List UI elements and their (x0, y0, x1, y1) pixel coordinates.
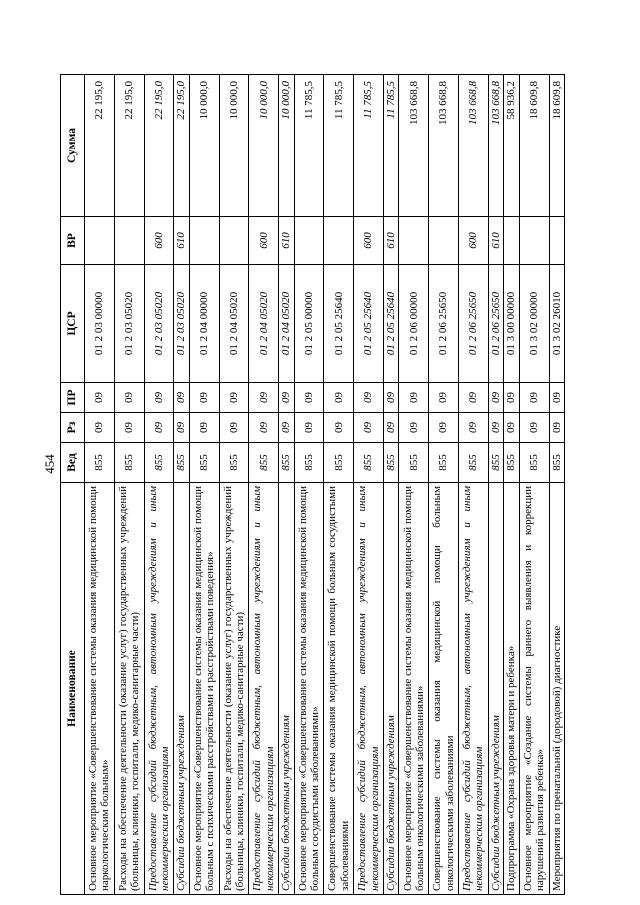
cell-ved: 855 (519, 443, 549, 483)
table-row (85, 75, 115, 895)
cell-rz: 09 (488, 413, 503, 443)
cell-pr: 09 (279, 383, 294, 413)
cell-rz: 09 (504, 413, 519, 443)
cell-rz: 09 (219, 413, 249, 443)
cell-name: Субсидии бюджетным учреждениям (383, 483, 398, 895)
cell-csr: 01 2 06 25650 (488, 265, 503, 383)
table-row (519, 75, 549, 895)
cell-pr: 09 (504, 383, 519, 413)
cell-name: Предоставление субсидий бюджетным, автономным учреждениям и иным некоммерческим организациям (144, 483, 174, 895)
table-row (249, 75, 279, 895)
table-row (399, 75, 429, 895)
header-rz: Рз (61, 413, 85, 443)
cell-ved: 855 (459, 443, 489, 483)
cell-vr (85, 217, 115, 265)
table-row (294, 75, 324, 895)
cell-name: Основное мероприятие «Совершенствование системы оказания медицинской помощи больным сосудистыми заболеваниями» (294, 483, 324, 895)
cell-ved: 855 (279, 443, 294, 483)
cell-ved: 855 (174, 443, 189, 483)
cell-sum: 103 668,8 (488, 75, 503, 217)
table-row (144, 75, 174, 895)
cell-name: Основное мероприятие «Совершенствование системы оказания медицинской помощи больным онкологическими заболеваниями» (399, 483, 429, 895)
cell-pr: 09 (85, 383, 115, 413)
cell-vr: 600 (249, 217, 279, 265)
table-row (219, 75, 249, 895)
cell-pr: 09 (519, 383, 549, 413)
cell-ved: 855 (429, 443, 459, 483)
cell-sum: 10 000,0 (219, 75, 249, 217)
cell-name: Субсидии бюджетным учреждениям (488, 483, 503, 895)
cell-vr (324, 217, 354, 265)
table-row (174, 75, 189, 895)
cell-rz: 09 (324, 413, 354, 443)
cell-sum: 10 000,0 (249, 75, 279, 217)
cell-vr: 610 (174, 217, 189, 265)
cell-csr: 01 2 04 05020 (249, 265, 279, 383)
cell-ved: 855 (504, 443, 519, 483)
cell-rz: 09 (549, 413, 565, 443)
cell-name: Подпрограмма «Охрана здоровья матери и ребенка» (504, 483, 519, 895)
cell-vr (219, 217, 249, 265)
cell-sum: 103 668,8 (459, 75, 489, 217)
cell-pr: 09 (114, 383, 144, 413)
cell-pr: 09 (144, 383, 174, 413)
cell-csr: 01 3 02 00000 (519, 265, 549, 383)
cell-rz: 09 (383, 413, 398, 443)
table-row (114, 75, 144, 895)
cell-csr: 01 2 05 25640 (383, 265, 398, 383)
cell-sum: 22 195,0 (144, 75, 174, 217)
cell-sum: 11 785,5 (354, 75, 384, 217)
cell-sum: 58 936,2 (504, 75, 519, 217)
cell-vr (114, 217, 144, 265)
cell-pr: 09 (174, 383, 189, 413)
header-csr: ЦСР (61, 265, 85, 383)
cell-csr: 01 2 03 05020 (144, 265, 174, 383)
cell-sum: 10 000,0 (279, 75, 294, 217)
cell-pr: 09 (488, 383, 503, 413)
cell-csr: 01 3 00 00000 (504, 265, 519, 383)
cell-pr: 09 (383, 383, 398, 413)
cell-sum: 10 000,0 (189, 75, 219, 217)
cell-ved: 855 (189, 443, 219, 483)
rotated-table-wrapper (60, 75, 565, 895)
cell-ved: 855 (488, 443, 503, 483)
cell-sum: 22 195,0 (85, 75, 115, 217)
cell-ved: 855 (399, 443, 429, 483)
cell-csr: 01 2 03 05020 (174, 265, 189, 383)
cell-vr: 600 (354, 217, 384, 265)
cell-csr: 01 2 04 05020 (279, 265, 294, 383)
table-header-row (61, 75, 85, 895)
cell-name: Субсидии бюджетным учреждениям (174, 483, 189, 895)
table-row (324, 75, 354, 895)
cell-pr: 09 (189, 383, 219, 413)
cell-csr: 01 2 06 25650 (429, 265, 459, 383)
cell-vr: 600 (144, 217, 174, 265)
cell-rz: 09 (279, 413, 294, 443)
cell-ved: 855 (249, 443, 279, 483)
cell-ved: 855 (324, 443, 354, 483)
cell-rz: 09 (114, 413, 144, 443)
cell-vr: 610 (383, 217, 398, 265)
cell-rz: 09 (429, 413, 459, 443)
table-row (488, 75, 503, 895)
cell-rz: 09 (459, 413, 489, 443)
cell-pr: 09 (354, 383, 384, 413)
cell-vr (429, 217, 459, 265)
cell-sum: 11 785,5 (324, 75, 354, 217)
header-name: Наименование (61, 483, 85, 895)
cell-csr: 01 3 02 26010 (549, 265, 565, 383)
cell-name: Расходы на обеспечение деятельности (оказание услуг) государственных учреждений (больницы, клиники, госпитали, медико-санитарные части) (219, 483, 249, 895)
header-pr: ПР (61, 383, 85, 413)
cell-name: Мероприятия по пренатальной (дородовой) диагностике (549, 483, 565, 895)
cell-rz: 09 (189, 413, 219, 443)
cell-rz: 09 (399, 413, 429, 443)
cell-sum: 18 609,8 (549, 75, 565, 217)
cell-ved: 855 (294, 443, 324, 483)
cell-sum: 103 668,8 (429, 75, 459, 217)
table-row (354, 75, 384, 895)
cell-rz: 09 (249, 413, 279, 443)
cell-csr: 01 2 06 25650 (459, 265, 489, 383)
cell-rz: 09 (144, 413, 174, 443)
cell-csr: 01 2 03 00000 (85, 265, 115, 383)
cell-csr: 01 2 04 05020 (219, 265, 249, 383)
cell-name: Совершенствование системы оказания медицинской помощи больным онкологическими заболеваниями (429, 483, 459, 895)
cell-vr: 610 (279, 217, 294, 265)
cell-vr (189, 217, 219, 265)
cell-name: Предоставление субсидий бюджетным, автономным учреждениям и иным некоммерческим организациям (354, 483, 384, 895)
cell-pr: 09 (219, 383, 249, 413)
cell-pr: 09 (399, 383, 429, 413)
cell-name: Основное мероприятие «Совершенствование системы оказания медицинской помощи больным с психическими расстройствами и расстройствами поведения» (189, 483, 219, 895)
cell-ved: 855 (383, 443, 398, 483)
cell-name: Предоставление субсидий бюджетным, автономным учреждениям и иным некоммерческим организациям (249, 483, 279, 895)
cell-rz: 09 (354, 413, 384, 443)
cell-ved: 855 (549, 443, 565, 483)
header-vr: ВР (61, 217, 85, 265)
cell-pr: 09 (249, 383, 279, 413)
cell-vr (294, 217, 324, 265)
cell-vr (399, 217, 429, 265)
cell-name: Предоставление субсидий бюджетным, автономным учреждениям и иным некоммерческим организациям (459, 483, 489, 895)
cell-rz: 09 (85, 413, 115, 443)
cell-sum: 11 785,5 (294, 75, 324, 217)
cell-sum: 22 195,0 (174, 75, 189, 217)
cell-ved: 855 (354, 443, 384, 483)
cell-ved: 855 (219, 443, 249, 483)
header-ved: Вед (61, 443, 85, 483)
cell-vr (519, 217, 549, 265)
cell-vr (504, 217, 519, 265)
cell-sum: 22 195,0 (114, 75, 144, 217)
cell-ved: 855 (144, 443, 174, 483)
table-row (189, 75, 219, 895)
cell-vr: 610 (488, 217, 503, 265)
cell-vr: 600 (459, 217, 489, 265)
cell-csr: 01 2 03 05020 (114, 265, 144, 383)
table-body (85, 75, 565, 895)
cell-vr (549, 217, 565, 265)
cell-name: Совершенствование системы оказания медицинской помощи больным сосудистыми заболеваниями (324, 483, 354, 895)
cell-pr: 09 (549, 383, 565, 413)
cell-pr: 09 (294, 383, 324, 413)
cell-pr: 09 (459, 383, 489, 413)
cell-pr: 09 (429, 383, 459, 413)
cell-csr: 01 2 05 25640 (324, 265, 354, 383)
page-number: 454 (42, 454, 57, 474)
cell-ved: 855 (85, 443, 115, 483)
cell-name: Расходы на обеспечение деятельности (оказание услуг) государственных учреждений (больницы, клиники, госпитали, медико-санитарные части) (114, 483, 144, 895)
cell-name: Субсидии бюджетным учреждениям (279, 483, 294, 895)
cell-pr: 09 (324, 383, 354, 413)
table-row (279, 75, 294, 895)
cell-csr: 01 2 05 00000 (294, 265, 324, 383)
table-row (383, 75, 398, 895)
table-row (429, 75, 459, 895)
header-sum: Сумма (61, 75, 85, 217)
cell-rz: 09 (294, 413, 324, 443)
table-row (549, 75, 565, 895)
cell-csr: 01 2 04 00000 (189, 265, 219, 383)
cell-csr: 01 2 05 25640 (354, 265, 384, 383)
table-row (459, 75, 489, 895)
cell-sum: 18 609,8 (519, 75, 549, 217)
cell-name: Основное мероприятие «Создание системы раннего выявления и коррекции нарушений развития ребенка» (519, 483, 549, 895)
cell-sum: 103 668,8 (399, 75, 429, 217)
table-row (504, 75, 519, 895)
cell-rz: 09 (174, 413, 189, 443)
cell-name: Основное мероприятие «Совершенствование системы оказания медицинской помощи наркологическим больным» (85, 483, 115, 895)
cell-rz: 09 (519, 413, 549, 443)
budget-table (60, 74, 565, 895)
cell-sum: 11 785,5 (383, 75, 398, 217)
cell-ved: 855 (114, 443, 144, 483)
cell-csr: 01 2 06 00000 (399, 265, 429, 383)
